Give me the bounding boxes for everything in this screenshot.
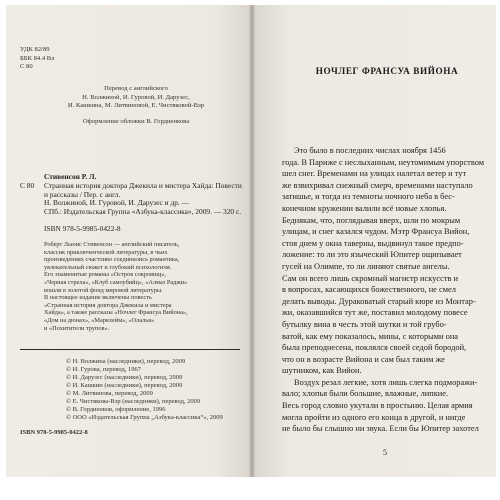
text-line: Воздух резал легкие, хотя лишь слегка подморажи- [294,377,478,387]
text-line: шутником, как Вийон. [282,366,362,376]
author-mark: С 80 [20,63,33,70]
copyright-line: © В. Гордиенков, оформление, 1996 [66,406,166,413]
text-line: в вопросах, касающихся божественного, не смел [282,285,456,295]
text-line: же взвихривал снежный смерч, временами наступало [282,180,473,190]
copyright-line: © И. Дарузес (наследники), перевод, 2009 [66,374,183,381]
book-spread [6,5,496,477]
annotation-line: «Странная история доктора Джекила и мистера [44,301,172,309]
story-text [282,145,494,435]
copyright-line: © М. Литвинова, перевод, 2009 [66,390,153,397]
left-page-imprint [6,5,252,477]
copyright-line: © ООО «Издательская Группа „Азбука-классика“», 2009 [66,414,223,421]
translators-heading: Перевод с английского [104,85,168,92]
copyright-line: © И. Гурова, перевод, 1967 [66,366,142,373]
text-line: могла пройти из одного его конца в другой, и нигде [282,412,466,422]
text-line: ложение: то ли это языческий Юпитер ощипывает [282,250,462,260]
copyright-line: © Н. Волжина (наследники), перевод, 2009 [66,358,186,365]
isbn-record: ISBN 978-5-9985-0422-8 [44,224,121,233]
text-line: Это было в последних числах ноября 1456 [294,146,446,155]
text-line: улицам, и снег казался чудом. Мэтр Франсуа Вийон, [282,227,470,237]
udc-code: УДК 82/89 [20,46,50,53]
record-author: Стивенсон Р. Л. [44,172,97,181]
text-line: Весь город словно укутали в простыню. Целая армия [282,401,473,411]
copyright-line: © Е. Чистякова-Вэр (наследники), перевод, 2009 [66,398,201,405]
annotation-line: и «Похитители трупов». [44,324,110,332]
divider-rule [20,349,240,350]
right-page-story [252,5,496,477]
text-line: жи, оказавшийся тут же, поставил молодому повесе [282,308,468,318]
annotation-line: «Черная стрела», «Клуб самоубийц», «Алмаз Раджи» [44,278,188,286]
bbk-code: ББК 84.4 Вл [20,54,55,62]
text-line: гусей на Олимпе, то ли линяют святые ангелы. [282,261,450,271]
text-line: не было бы слышно ни звука. Если бы Юпитер захотел [282,424,479,434]
annotation-line: вошли в золотой фонд мировой литературы. [44,286,163,294]
page-number: 5 [383,448,387,457]
translators-line: И. Кашкина, М. Литвиновой, Е. Чистяковой-Вэр [67,102,205,109]
text-line: шел снег. Временами на улицах налетал ветер и тут [282,169,467,179]
record-code: С 80 [20,181,35,190]
annotation-line: «Дом на дюнах», «Маркхейм», «Олалья» [44,316,155,324]
book-gutter [249,5,255,477]
copyright-block [66,358,223,422]
annotation-line: В настоящее издание включены повесть [44,294,152,302]
record-line: Н. Волжиной, И. Гуровой, И. Дарузес и др. — [44,198,190,208]
translators-line: Н. Волжиной, И. Гуровой, И. Дарузес, [82,93,190,101]
annotation-line: произведениях счастливо соединились романтика, [44,256,180,264]
text-line: вало; хлопья были большие, влажные, липкие. [282,389,449,399]
text-line: делать выводы. Дураковатый старый кюре из Монтар- [282,296,476,306]
bibliographic-record [44,182,244,216]
cover-design-credit: Оформление обложки В. Гордиенкова [82,118,190,125]
text-line: года. В Париже с неслыханным, неутомимым упорством [282,157,485,167]
isbn-bottom: ISBN 978-5-9985-0422-8 [20,429,88,436]
text-line: Сам он всего лишь скромный магистр искусств и [282,273,459,283]
annotation-line: Роберт Льюис Стивенсон — английский писатель, [44,241,180,248]
text-line: конечном кружении валили всё новые хлопья. [282,203,447,213]
annotation-line: Его знаменитые романы «Остров сокровищ», [44,271,166,279]
book-annotation [44,241,188,332]
text-line: стоя днем у окна таверны, выдвинул такое предпо- [282,238,464,248]
record-line: Странная история доктора Джекила и мистера Хайда: Повести и рассказы / Пер. с англ. [44,181,242,199]
text-line: ватой, как ему показалось, мины, с которыми она [282,331,459,341]
text-line: затишье, и тогда из темноты ночного неба в бес- [282,192,455,202]
text-line: Беднякам, что, поглядывая вверх, шли по мокрым [282,215,461,225]
text-line: что он в возрасте Вийона и сам был таким же [282,354,445,364]
annotation-line: Хайда», а также рассказы «Ночлег Франсуа Вийона», [44,309,188,317]
record-line: СПб.: Издательская Группа «Азбука-классика», 2009. — 320 с. [44,206,242,216]
text-line: была преподнесена, поклялся своей седой бородой, [282,343,467,353]
annotation-line: классик приключенческой литературы, в чьих [44,248,168,256]
annotation-line: увлекательный сюжет и глубокий психологизм. [44,263,172,271]
chapter-title: НОЧЛЕГ ФРАНСУА ВИЙОНА [315,66,459,76]
copyright-line: © И. Кашкин (наследники), перевод, 2009 [66,382,183,389]
text-line: бутылку вина в честь этой шутки и той грубо- [282,319,447,329]
